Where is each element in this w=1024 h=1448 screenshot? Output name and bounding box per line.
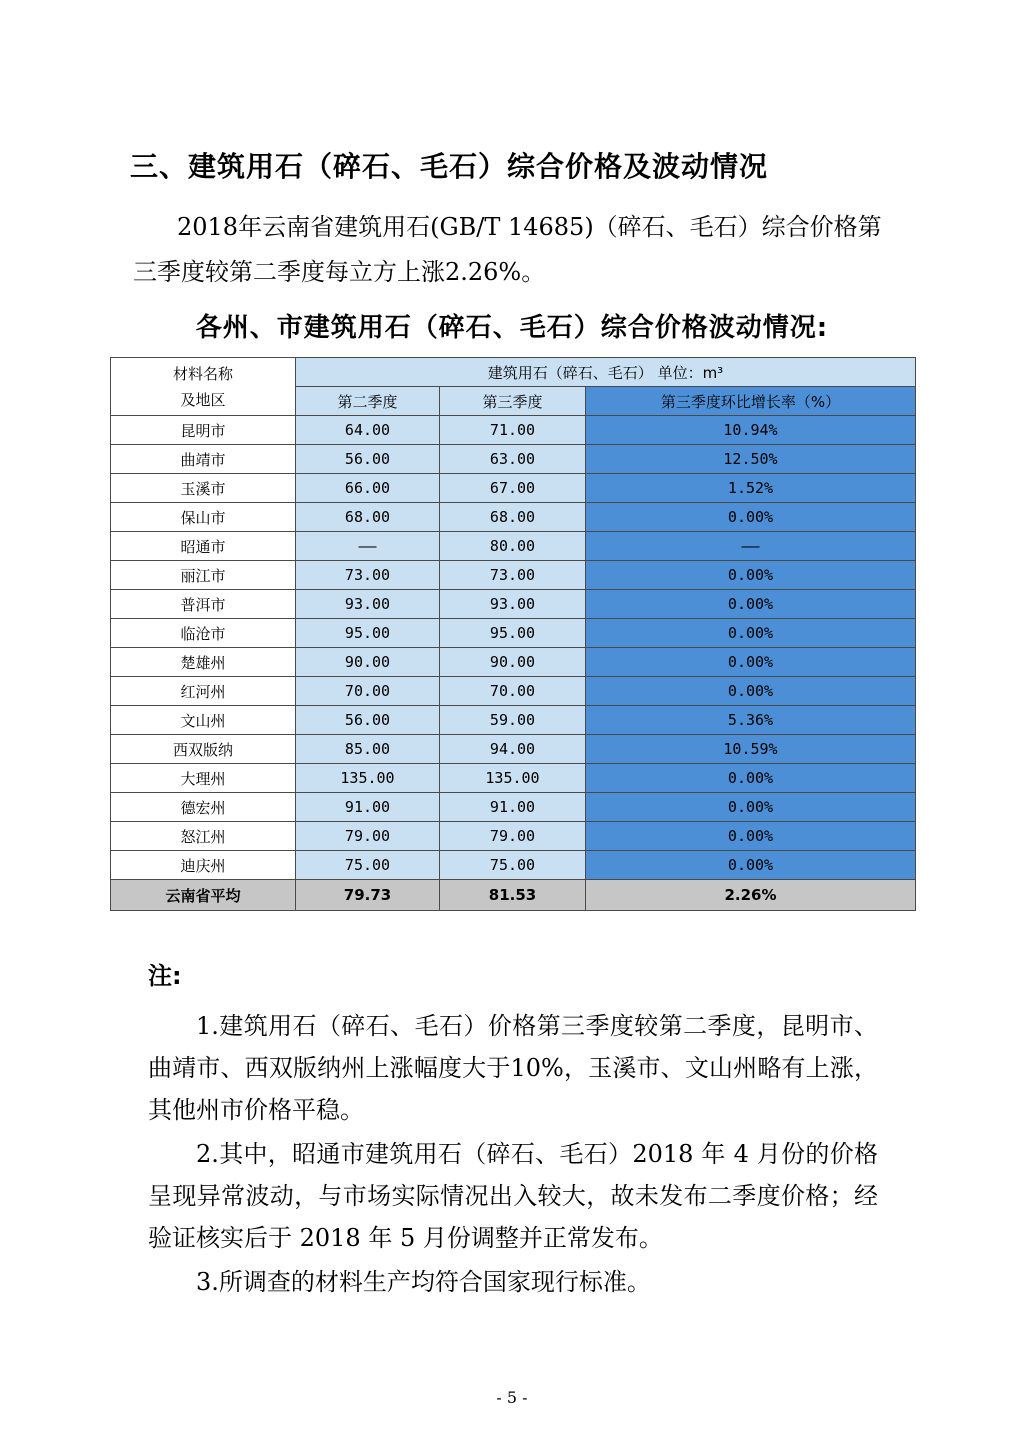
q2-price-cell: 93.00: [296, 590, 440, 619]
region-cell: 普洱市: [111, 590, 296, 619]
region-cell: 怒江州: [111, 822, 296, 851]
table-row: [111, 648, 916, 677]
q2-price-cell: 135.00: [296, 764, 440, 793]
growth-rate-cell: 0.00%: [586, 619, 916, 648]
growth-rate-cell: 0.00%: [586, 503, 916, 532]
table-title: 各州、市建筑用石（碎石、毛石）综合价格波动情况:: [195, 313, 829, 343]
region-cell: 大理州: [111, 764, 296, 793]
header-q3: 第三季度: [440, 387, 586, 416]
growth-rate-cell: 0.00%: [586, 677, 916, 706]
q3-price-cell: 95.00: [440, 619, 586, 648]
q3-price-cell: 135.00: [440, 764, 586, 793]
table-row: [111, 474, 916, 503]
q3-price-cell: 73.00: [440, 561, 586, 590]
region-cell: 迪庆州: [111, 851, 296, 880]
q2-price-cell: 56.00: [296, 706, 440, 735]
growth-rate-cell: 0.00%: [586, 590, 916, 619]
header-material-name: 材料名称: [172, 364, 233, 383]
header-material-region: [111, 358, 296, 416]
q2-price-cell: 91.00: [296, 793, 440, 822]
q3-price-cell: 93.00: [440, 590, 586, 619]
q2-price-cell: 70.00: [296, 677, 440, 706]
region-cell: 昭通市: [111, 532, 296, 561]
table-row: [111, 706, 916, 735]
region-cell: 德宏州: [111, 793, 296, 822]
header-growth-rate: 第三季度环比增长率（%）: [586, 387, 916, 416]
growth-rate-cell: 5.36%: [586, 706, 916, 735]
growth-rate-cell: ——: [586, 532, 916, 561]
table-row: [111, 619, 916, 648]
q2-price-cell: 73.00: [296, 561, 440, 590]
growth-rate-cell: 10.94%: [586, 416, 916, 445]
table-row: [111, 532, 916, 561]
table-row: [111, 793, 916, 822]
table-row: [111, 822, 916, 851]
average-row: [111, 880, 916, 911]
growth-rate-cell: 1.52%: [586, 474, 916, 503]
q3-price-cell: 79.00: [440, 822, 586, 851]
q2-price-cell: 64.00: [296, 416, 440, 445]
region-cell: 玉溪市: [111, 474, 296, 503]
q3-price-cell: 80.00: [440, 532, 586, 561]
price-table: [110, 357, 916, 911]
growth-rate-cell: 0.00%: [586, 561, 916, 590]
growth-rate-cell: 0.00%: [586, 764, 916, 793]
q3-price-cell: 63.00: [440, 445, 586, 474]
intro-line-1: 2018年云南省建筑用石(GB/T 14685)（碎石、毛石）综合价格第: [177, 213, 882, 241]
q3-price-cell: 67.00: [440, 474, 586, 503]
q3-price-cell: 91.00: [440, 793, 586, 822]
q3-price-cell: 75.00: [440, 851, 586, 880]
q2-price-cell: 79.00: [296, 822, 440, 851]
q2-price-cell: ——: [296, 532, 440, 561]
page-number: - 5 -: [496, 1388, 528, 1407]
note-item-1: 1.建筑用石（碎石、毛石）价格第三季度较第二季度，昆明市、曲靖市、西双版纳州上涨幅度大于10%，玉溪市、文山州略有上涨，其他州市价格平稳。: [148, 1012, 878, 1124]
note-item-3: 3.所调查的材料生产均符合国家现行标准。: [196, 1268, 651, 1296]
region-cell: 西双版纳: [111, 735, 296, 764]
region-cell: 文山州: [111, 706, 296, 735]
growth-rate-cell: 0.00%: [586, 822, 916, 851]
table-row: [111, 416, 916, 445]
growth-rate-cell: 12.50%: [586, 445, 916, 474]
table-row: [111, 735, 916, 764]
q3-price-cell: 70.00: [440, 677, 586, 706]
table-row: [111, 561, 916, 590]
table-row: [111, 445, 916, 474]
table-row: [111, 590, 916, 619]
q2-price-cell: 68.00: [296, 503, 440, 532]
table-row: [111, 677, 916, 706]
growth-rate-cell: 0.00%: [586, 851, 916, 880]
intro-line-2: 三季度较第二季度每立方上涨2.26%。: [133, 258, 546, 286]
section-heading: 三、建筑用石（碎石、毛石）综合价格及波动情况: [130, 150, 769, 183]
growth-rate-cell: 0.00%: [586, 648, 916, 677]
q2-price-cell: 66.00: [296, 474, 440, 503]
q3-price-cell: 71.00: [440, 416, 586, 445]
q3-price-cell: 90.00: [440, 648, 586, 677]
average-rate-cell: 2.26%: [586, 880, 916, 911]
average-label-cell: 云南省平均: [111, 880, 296, 911]
growth-rate-cell: 0.00%: [586, 793, 916, 822]
intro-paragraph: [133, 205, 903, 295]
region-cell: 丽江市: [111, 561, 296, 590]
header-group-unit: 建筑用石（碎石、毛石） 单位：m³: [296, 358, 916, 387]
notes-section: [148, 955, 878, 1303]
notes-label: 注:: [148, 962, 182, 990]
region-cell: 红河州: [111, 677, 296, 706]
region-cell: 曲靖市: [111, 445, 296, 474]
average-q2-cell: 79.73: [296, 880, 440, 911]
q3-price-cell: 94.00: [440, 735, 586, 764]
header-region: 及地区: [180, 390, 226, 409]
region-cell: 临沧市: [111, 619, 296, 648]
region-cell: 昆明市: [111, 416, 296, 445]
q2-price-cell: 85.00: [296, 735, 440, 764]
growth-rate-cell: 10.59%: [586, 735, 916, 764]
q2-price-cell: 75.00: [296, 851, 440, 880]
header-q2: 第二季度: [296, 387, 440, 416]
q2-price-cell: 56.00: [296, 445, 440, 474]
q2-price-cell: 95.00: [296, 619, 440, 648]
q3-price-cell: 68.00: [440, 503, 586, 532]
table-row: [111, 503, 916, 532]
q2-price-cell: 90.00: [296, 648, 440, 677]
note-item-2: 2.其中，昭通市建筑用石（碎石、毛石）2018 年 4 月份的价格呈现异常波动，与市场实际情况出入较大，故未发布二季度价格；经验证核实后于 2018 年 5 月份调整并正常发布。: [148, 1140, 878, 1252]
table-row: [111, 764, 916, 793]
table-row: [111, 851, 916, 880]
q3-price-cell: 59.00: [440, 706, 586, 735]
region-cell: 楚雄州: [111, 648, 296, 677]
average-q3-cell: 81.53: [440, 880, 586, 911]
region-cell: 保山市: [111, 503, 296, 532]
